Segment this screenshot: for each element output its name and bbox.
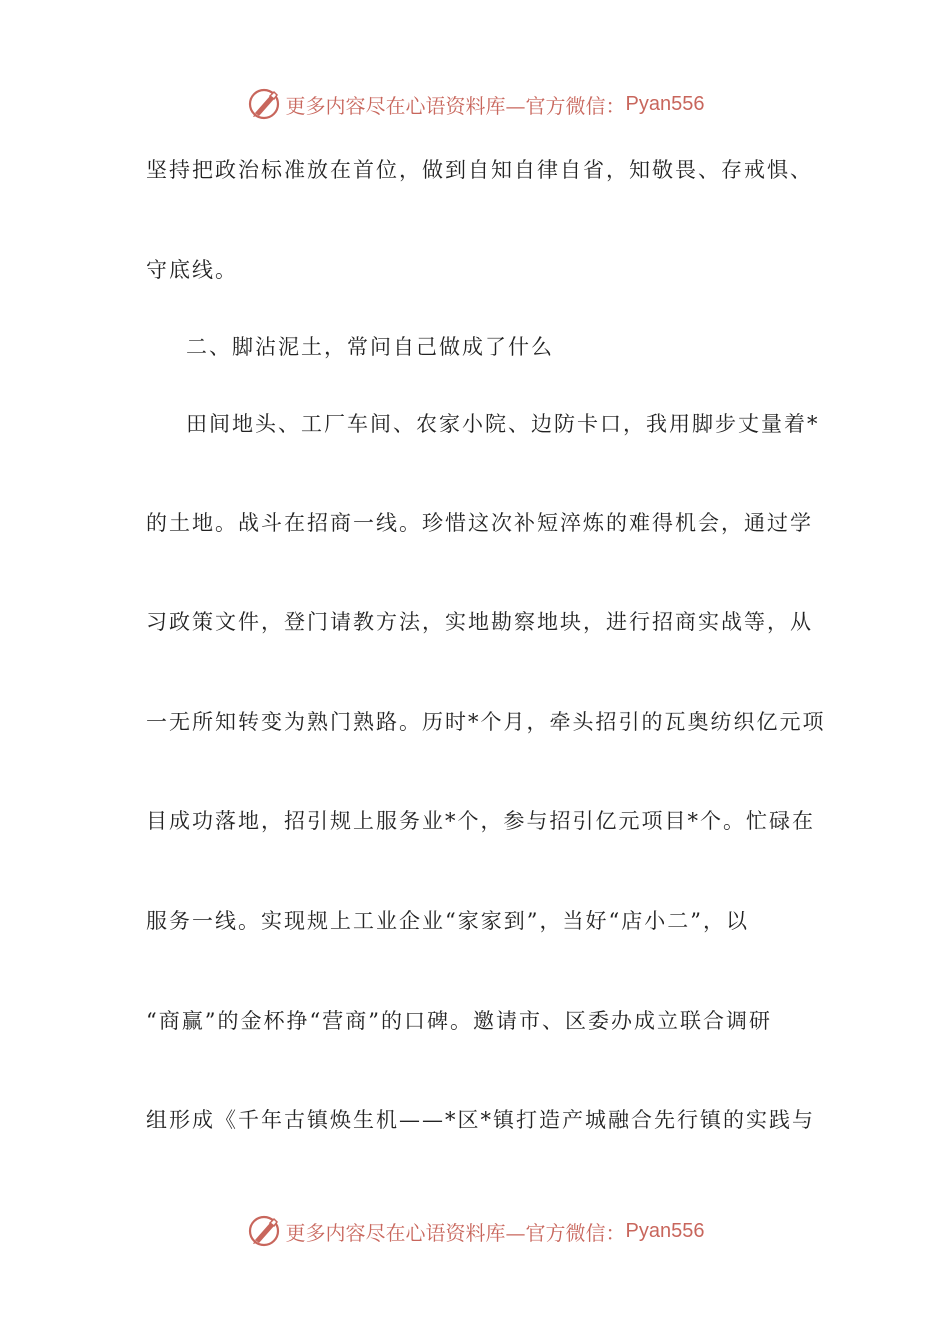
document-line-2: 守底线。 [146,258,238,282]
pen-logo-icon [246,86,282,122]
header-watermark-banner [0,84,950,124]
footer-watermark-banner [0,1211,950,1251]
footer-banner-text: 更多内容尽在心语资料库—官方微信： [285,1220,626,1245]
document-line-5: 的土地。战斗在招商一线。珍惜这次补短淬炼的难得机会，通过学 [146,511,813,535]
document-line-4: 田间地头、工厂车间、农家小院、边防卡口，我用脚步丈量着* [186,412,820,436]
document-line-1: 坚持把政治标准放在首位，做到自知自律自省，知敬畏、存戒惧、 [146,158,813,182]
document-line-11: 组形成《千年古镇焕生机——*区*镇打造产城融合先行镇的实践与 [146,1108,815,1132]
header-banner-text: 更多内容尽在心语资料库—官方微信： [285,93,626,118]
header-wechat-id: Pyan556 [625,92,705,115]
document-line-8: 目成功落地，招引规上服务业*个，参与招引亿元项目*个。忙碌在 [146,809,815,833]
document-line-7: 一无所知转变为熟门熟路。历时*个月，牵头招引的瓦奥纺织亿元项 [146,710,826,734]
pen-logo-icon [246,1213,282,1249]
document-line-9: 服务一线。实现规上工业企业“家家到”，当好“店小二”，以 [146,909,749,933]
document-line-6: 习政策文件，登门请教方法，实地勘察地块，进行招商实战等，从 [146,610,813,634]
footer-wechat-id: Pyan556 [625,1219,705,1242]
document-line-10: “商赢”的金杯挣“营商”的口碑。邀请市、区委办成立联合调研 [146,1009,772,1033]
section-heading: 二、脚沾泥土，常问自己做成了什么 [186,335,554,359]
